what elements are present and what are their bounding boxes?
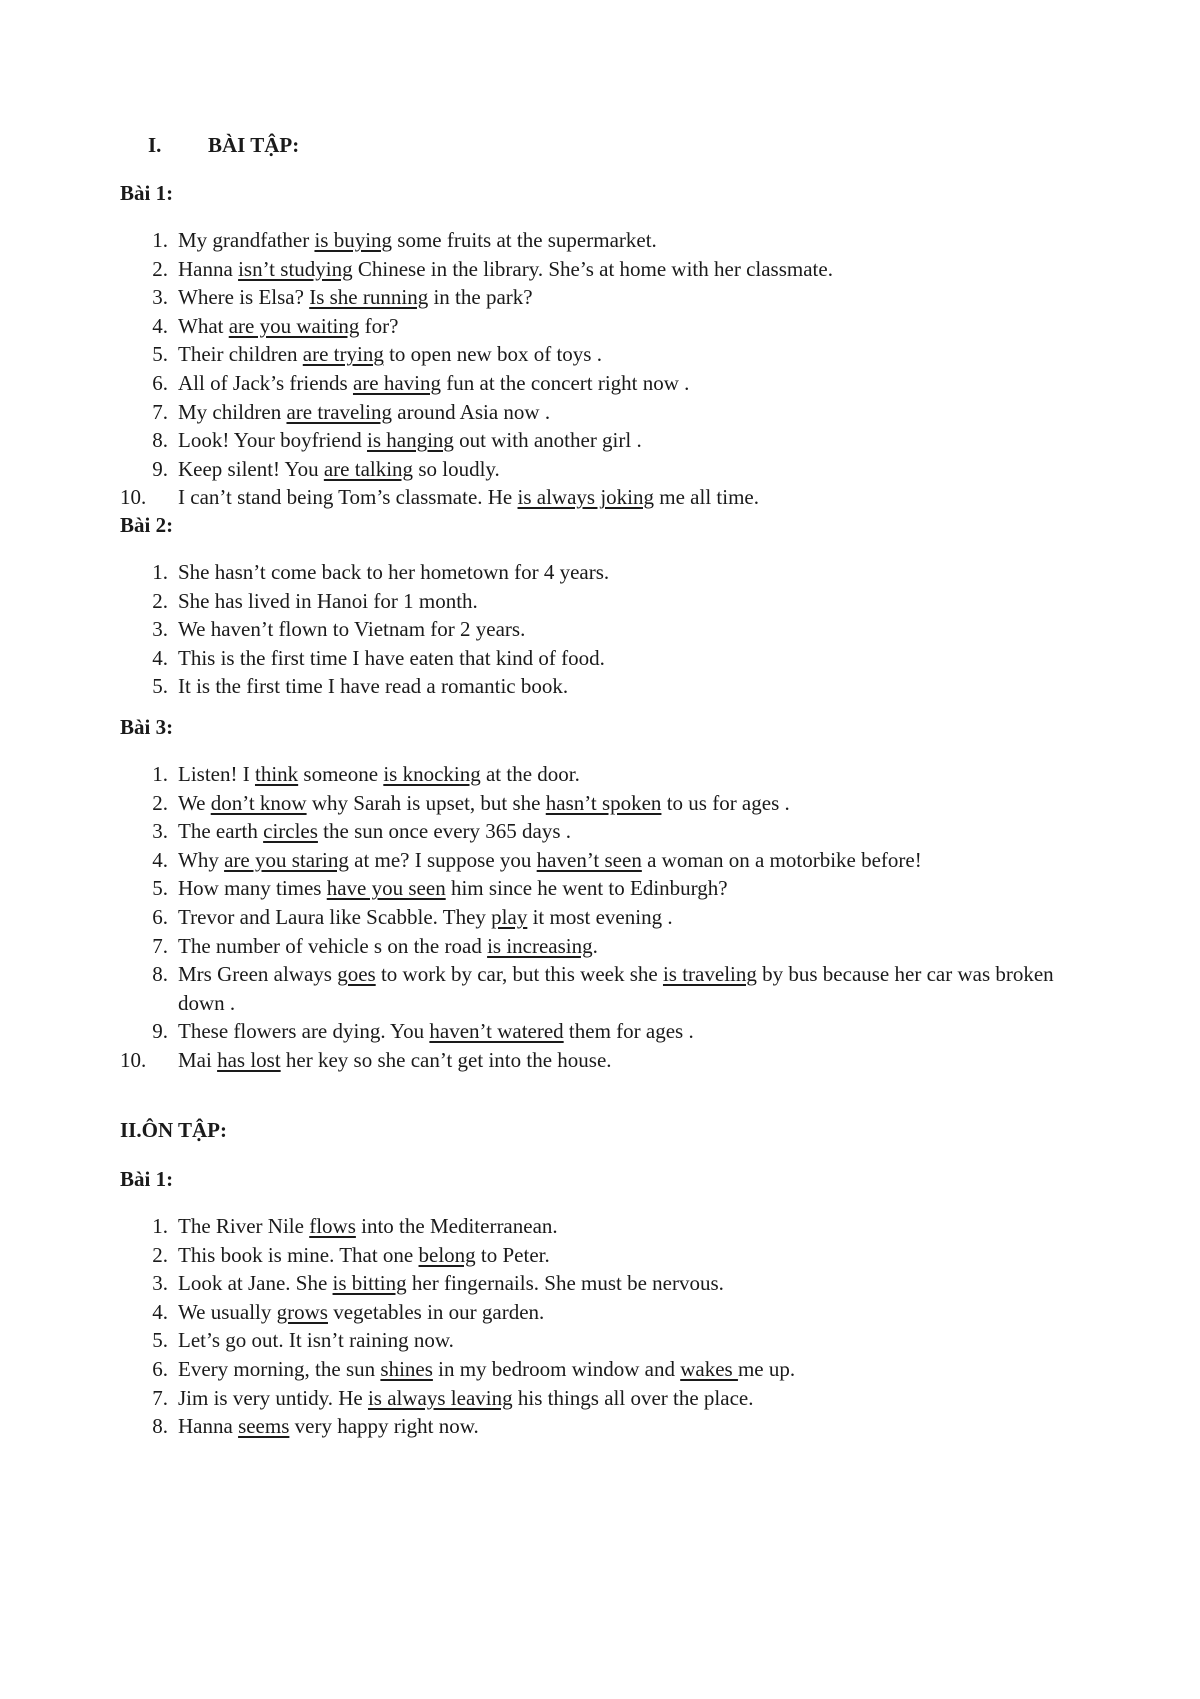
item-text bbox=[178, 485, 759, 509]
sentence-text: I can’t stand being Tom’s classmate. He bbox=[178, 485, 518, 510]
list-item bbox=[0, 226, 1100, 255]
underlined-verb: grows bbox=[276, 1299, 328, 1324]
underlined-verb: is increasing bbox=[487, 933, 593, 958]
list-item bbox=[0, 672, 1100, 701]
sentence-text: the sun once every 365 days . bbox=[317, 819, 572, 844]
item-number: 1. bbox=[152, 1214, 168, 1238]
underlined-verb: seems bbox=[238, 1414, 290, 1439]
list-item bbox=[0, 960, 1100, 1017]
item-text bbox=[178, 1048, 612, 1072]
item-text bbox=[178, 400, 550, 424]
underlined-verb: is traveling bbox=[662, 962, 757, 987]
sentence-text: This book is mine. That one bbox=[178, 1242, 419, 1267]
item-number: 4. bbox=[152, 847, 168, 872]
item-text bbox=[178, 1414, 479, 1438]
item-number: 8. bbox=[152, 428, 168, 453]
underlined-verb: circles bbox=[263, 819, 318, 844]
underlined-verb: are talking bbox=[323, 456, 414, 481]
exercise-heading: Bài 2: bbox=[120, 513, 174, 537]
item-number: 1. bbox=[152, 560, 168, 584]
sentence-text: Jim is very untidy. He bbox=[178, 1385, 368, 1410]
sentence-text: Look! Your boyfriend bbox=[178, 428, 367, 453]
underlined-verb: is buying bbox=[314, 228, 393, 252]
item-number: 4. bbox=[152, 313, 168, 338]
sentence-text: The River Nile bbox=[178, 1214, 310, 1238]
sentence-text: why Sarah is upset, but she bbox=[306, 790, 546, 815]
list-item bbox=[0, 1017, 1100, 1046]
exercise-list bbox=[0, 760, 1100, 1075]
sentence-text: for? bbox=[359, 313, 399, 338]
sentence-text: me all time. bbox=[654, 485, 759, 510]
item-text bbox=[178, 428, 642, 452]
underlined-verb: are trying bbox=[302, 342, 384, 367]
underlined-verb: wakes bbox=[680, 1356, 738, 1381]
item-text bbox=[178, 962, 1054, 1015]
list-item bbox=[0, 1298, 1100, 1327]
underlined-verb: are you staring bbox=[224, 847, 349, 872]
underlined-verb: is bitting bbox=[332, 1271, 407, 1296]
item-number: 3. bbox=[152, 819, 168, 844]
sentence-text: her key so she can’t get into the house. bbox=[280, 1047, 612, 1072]
item-text bbox=[178, 560, 609, 584]
item-number: 5. bbox=[152, 342, 168, 367]
item-number: 2. bbox=[152, 790, 168, 815]
item-number: 2. bbox=[152, 588, 168, 613]
sentence-text: It is the first time I have read a romantic book. bbox=[178, 674, 569, 699]
sentence-text: him since he went to Edinburgh? bbox=[445, 876, 728, 901]
exercise-list bbox=[0, 558, 1100, 701]
list-item bbox=[0, 789, 1100, 818]
list-item bbox=[0, 398, 1100, 427]
item-text bbox=[178, 257, 833, 281]
item-text bbox=[178, 371, 689, 395]
list-item bbox=[0, 817, 1100, 846]
sentence-text: How many times bbox=[178, 876, 327, 901]
list-item bbox=[0, 483, 1100, 512]
list-item bbox=[0, 455, 1100, 484]
list-item bbox=[0, 1412, 1100, 1441]
item-text bbox=[178, 1271, 724, 1295]
section-title: BÀI TẬP: bbox=[208, 133, 300, 157]
sentence-text: Every morning, the sun bbox=[178, 1356, 381, 1381]
sentence-text: Listen! I bbox=[178, 762, 255, 786]
list-item bbox=[0, 426, 1100, 455]
item-text bbox=[178, 228, 657, 252]
item-text bbox=[178, 342, 602, 366]
sentence-text: at the door. bbox=[480, 762, 580, 786]
sentence-text: She hasn’t come back to her hometown for 4 years. bbox=[178, 560, 610, 584]
item-number: 3. bbox=[152, 617, 168, 642]
underlined-verb: is always joking bbox=[517, 485, 655, 510]
underlined-verb: hasn’t spoken bbox=[545, 790, 662, 815]
section-number: I. bbox=[148, 133, 162, 157]
underlined-verb: is hanging bbox=[367, 428, 454, 453]
underlined-verb: goes bbox=[337, 962, 376, 987]
item-number: 2. bbox=[152, 256, 168, 281]
sentence-text: Hanna bbox=[178, 1414, 239, 1439]
item-text bbox=[178, 1019, 694, 1043]
sentence-text: We haven’t flown to Vietnam for 2 years. bbox=[178, 617, 526, 642]
item-number: 3. bbox=[152, 285, 168, 310]
item-text bbox=[178, 1386, 753, 1410]
sentence-text: me up. bbox=[737, 1356, 796, 1381]
underlined-verb: has lost bbox=[217, 1047, 281, 1072]
sentence-text: in the park? bbox=[428, 285, 533, 310]
sentence-text: These flowers are dying. You bbox=[178, 1019, 430, 1044]
item-text bbox=[178, 285, 533, 309]
item-number: 10. bbox=[120, 485, 147, 510]
item-number: 4. bbox=[152, 645, 168, 670]
item-text bbox=[178, 905, 673, 929]
item-number: 5. bbox=[152, 1328, 168, 1353]
sentence-text: out with another girl . bbox=[453, 428, 642, 453]
underlined-verb: are having bbox=[352, 370, 442, 395]
list-item bbox=[0, 1212, 1100, 1241]
list-item bbox=[0, 874, 1100, 903]
item-number: 2. bbox=[152, 1242, 168, 1267]
sentence-text: . bbox=[592, 933, 598, 958]
sentence-text: We bbox=[178, 790, 211, 815]
sentence-text: The number of vehicle s on the road bbox=[178, 933, 488, 958]
item-text bbox=[178, 1357, 795, 1381]
list-item bbox=[0, 846, 1100, 875]
item-number: 7. bbox=[152, 399, 168, 424]
item-number: 6. bbox=[152, 370, 168, 395]
sentence-text: vegetables in our garden. bbox=[327, 1299, 545, 1324]
item-text bbox=[178, 617, 525, 641]
item-number: 6. bbox=[152, 904, 168, 929]
item-text bbox=[178, 1328, 454, 1352]
sentence-text: Let’s go out. It isn’t raining now. bbox=[178, 1328, 454, 1353]
item-number: 7. bbox=[152, 933, 168, 958]
item-number: 9. bbox=[152, 456, 168, 481]
sentence-text: All of Jack’s friends bbox=[178, 370, 353, 395]
section-title: ÔN TẬP: bbox=[141, 1118, 227, 1142]
item-text bbox=[178, 876, 728, 900]
item-number: 5. bbox=[152, 876, 168, 901]
item-number: 1. bbox=[152, 762, 168, 786]
item-text bbox=[178, 934, 598, 958]
item-text bbox=[178, 848, 922, 872]
sentence-text: very happy right now. bbox=[289, 1414, 479, 1439]
sentence-text: Where is Elsa? bbox=[178, 285, 310, 310]
list-item bbox=[0, 587, 1100, 616]
list-item bbox=[0, 312, 1100, 341]
sentence-text: Mai bbox=[178, 1047, 218, 1072]
sentence-text: This is the first time I have eaten that kind of food. bbox=[178, 645, 605, 670]
item-number: 3. bbox=[152, 1271, 168, 1296]
item-text bbox=[178, 791, 790, 815]
item-number: 5. bbox=[152, 674, 168, 699]
list-item bbox=[0, 760, 1100, 789]
exercise-list bbox=[0, 1212, 1100, 1441]
underlined-verb: Is she running bbox=[309, 285, 429, 310]
underlined-verb: belong bbox=[418, 1242, 476, 1267]
sentence-text: fun at the concert right now . bbox=[441, 370, 690, 395]
item-text bbox=[178, 762, 580, 786]
item-number: 7. bbox=[152, 1385, 168, 1410]
sentence-text: her fingernails. She must be nervous. bbox=[406, 1271, 724, 1296]
underlined-verb: haven’t seen bbox=[536, 847, 642, 872]
list-item bbox=[0, 615, 1100, 644]
list-item bbox=[0, 1241, 1100, 1270]
list-item bbox=[0, 1269, 1100, 1298]
sentence-text: it most evening . bbox=[527, 904, 673, 929]
item-text bbox=[178, 1214, 558, 1238]
underlined-verb: are you waiting bbox=[228, 313, 360, 338]
list-item bbox=[0, 1384, 1100, 1413]
underlined-verb: shines bbox=[380, 1356, 433, 1381]
list-item bbox=[0, 1046, 1100, 1075]
list-item bbox=[0, 558, 1100, 587]
sentence-text: to Peter. bbox=[475, 1242, 550, 1267]
underlined-verb: isn’t studying bbox=[238, 256, 353, 281]
list-item bbox=[0, 283, 1100, 312]
underlined-verb: don’t know bbox=[210, 790, 307, 815]
item-text bbox=[178, 819, 571, 843]
list-item bbox=[0, 1355, 1100, 1384]
item-text bbox=[178, 457, 500, 481]
sentence-text: in my bedroom window and bbox=[432, 1356, 681, 1381]
list-item bbox=[0, 369, 1100, 398]
sentence-text: his things all over the place. bbox=[512, 1385, 754, 1410]
sentence-text: Chinese in the library. She’s at home with her classmate. bbox=[352, 256, 833, 281]
sentence-text: Their children bbox=[178, 342, 303, 367]
sentence-text: The earth bbox=[178, 819, 264, 844]
list-item bbox=[0, 1326, 1100, 1355]
item-number: 1. bbox=[152, 228, 168, 252]
underlined-verb: flows bbox=[309, 1214, 356, 1238]
item-text bbox=[178, 674, 568, 698]
exercise-list bbox=[0, 226, 1100, 512]
underlined-verb: play bbox=[491, 904, 528, 929]
item-number: 4. bbox=[152, 1299, 168, 1324]
item-number: 10. bbox=[120, 1047, 147, 1072]
sentence-text: someone bbox=[298, 762, 384, 786]
item-text bbox=[178, 589, 478, 613]
list-item bbox=[0, 903, 1100, 932]
sentence-text: Keep silent! You bbox=[178, 456, 324, 481]
section-number: II. bbox=[120, 1118, 142, 1142]
underlined-verb: is always leaving bbox=[367, 1385, 513, 1410]
item-text bbox=[178, 1243, 550, 1267]
sentence-text: around Asia now . bbox=[392, 399, 551, 424]
item-number: 8. bbox=[152, 962, 168, 987]
exercise-heading: Bài 1: bbox=[120, 1167, 174, 1191]
underlined-verb: haven’t watered bbox=[429, 1019, 564, 1044]
sentence-text: Trevor and Laura like Scabble. They bbox=[178, 904, 492, 929]
section-heading-2 bbox=[120, 1116, 227, 1144]
sentence-text: at me? I suppose you bbox=[348, 847, 537, 872]
sentence-text: to work by car, but this week she bbox=[375, 962, 663, 987]
section-heading-1 bbox=[148, 131, 299, 159]
sentence-text: some fruits at the supermarket. bbox=[392, 228, 657, 252]
underlined-verb: have you seen bbox=[326, 876, 446, 901]
underlined-verb: think bbox=[254, 762, 299, 786]
list-item bbox=[0, 255, 1100, 284]
sentence-text: My grandfather bbox=[178, 228, 315, 252]
sentence-text: What bbox=[178, 313, 229, 338]
sentence-text: We usually bbox=[178, 1299, 277, 1324]
item-number: 6. bbox=[152, 1356, 168, 1381]
exercise-heading: Bài 1: bbox=[120, 181, 174, 205]
sentence-text: Mrs Green always bbox=[178, 962, 338, 987]
underlined-verb: is knocking bbox=[383, 762, 481, 786]
list-item bbox=[0, 932, 1100, 961]
sentence-text: to us for ages . bbox=[661, 790, 790, 815]
list-item bbox=[0, 340, 1100, 369]
item-text bbox=[178, 646, 605, 670]
sentence-text: by bus because her car was broken down . bbox=[178, 962, 1054, 1015]
sentence-text: Look at Jane. She bbox=[178, 1271, 333, 1296]
sentence-text: to open new box of toys . bbox=[383, 342, 602, 367]
sentence-text: Hanna bbox=[178, 256, 239, 281]
sentence-text: them for ages . bbox=[563, 1019, 694, 1044]
list-item bbox=[0, 644, 1100, 673]
item-number: 8. bbox=[152, 1414, 168, 1439]
underlined-verb: are traveling bbox=[286, 399, 393, 424]
sentence-text: My children bbox=[178, 399, 287, 424]
sentence-text: She has lived in Hanoi for 1 month. bbox=[178, 588, 478, 613]
sentence-text: so loudly. bbox=[413, 456, 500, 481]
item-text bbox=[178, 314, 398, 338]
item-text bbox=[178, 1300, 544, 1324]
sentence-text: a woman on a motorbike before! bbox=[641, 847, 922, 872]
exercise-heading: Bài 3: bbox=[120, 715, 174, 739]
sentence-text: Why bbox=[178, 847, 225, 872]
sentence-text: into the Mediterranean. bbox=[355, 1214, 558, 1238]
item-number: 9. bbox=[152, 1019, 168, 1044]
